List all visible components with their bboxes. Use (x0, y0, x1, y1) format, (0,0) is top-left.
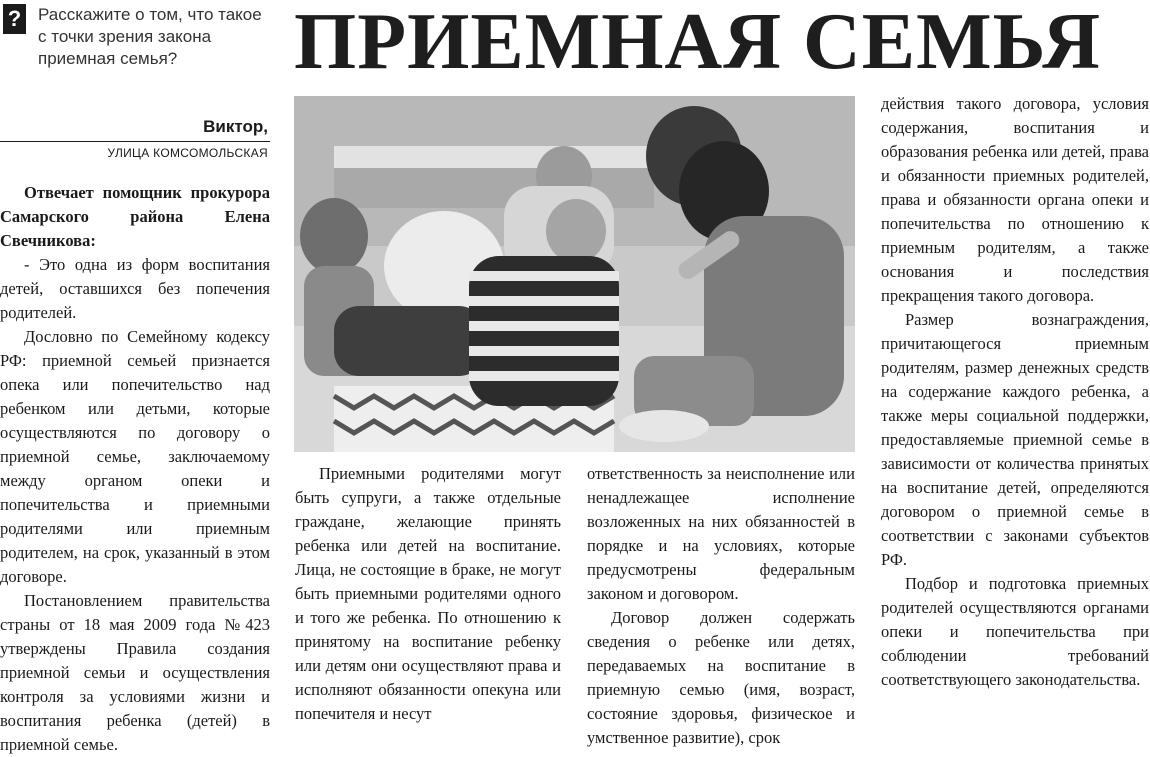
article-paragraph: Договор должен содержать сведения о ребенке или детях, передаваемых на воспитание в приемную семью (имя, возраст, состояние здоровья, физическое и умственное развитие), срок (587, 608, 855, 747)
author-street: УЛИЦА КОМСОМОЛЬСКАЯ (107, 146, 268, 160)
article-paragraph-continued: действия такого договора, условия содержания, воспитания и образования ребенка или детей, права и обязанности приемных родителей, права и обязанности органа опеки и попечительства по отношению к приемным родителям, а также основания и последствия прекращения такого договора. (881, 94, 1149, 305)
article-column-4 (881, 92, 1149, 692)
article-paragraph-continued: ответственность за неисполнение или ненадлежащее исполнение возложенных на них обязанностей в порядке и на условиях, которые предусмотрены федеральным законом и договором. (587, 464, 855, 603)
question-author: Виктор, (203, 117, 268, 136)
article-photo (294, 96, 855, 452)
article-column-3 (587, 462, 855, 750)
article-lead: Отвечает помощник прокурора Самарского района Елена Свечникова: (0, 183, 270, 250)
article-paragraph: Постановлением правительства страны от 18 мая 2009 года №423 утверждены Правила создания приемной семьи и осуществления контроля за условиями жизни и воспитания ребенка (детей) в приемной семье. (0, 591, 270, 754)
article-paragraph: Подбор и подготовка приемных родителей осуществляются органами опеки и попечительства при соблюдении требований соответствующего законодательства. (881, 574, 1149, 689)
article-column-1 (0, 181, 270, 757)
article-column-2 (295, 462, 561, 726)
article-paragraph: Приемными родителями могут быть супруги, а также отдельные граждане, желающие принять ребенка или детей на воспитание. Лица, не состоящие в браке, не могут быть приемными родителями одного и того же ребенка. По отношению к принятому на воспитание ребенку или детям они осуществляют права и исполняют обязанности опекуна или попечителя и несут (295, 464, 561, 723)
article-title: ПРИЕМНАЯ СЕМЬЯ (294, 0, 1102, 86)
article-paragraph: Дословно по Семейному кодексу РФ: приемной семьей признается опека или попечительство над ребенком или детьми, которые осуществляются по договору о приемной семье, заключаемому между органом опеки и попечительства и приемными родителями или приемным родителем, на срок, указанный в этом договоре. (0, 327, 270, 586)
question-badge-icon: ? (3, 4, 26, 34)
divider (0, 141, 270, 142)
reader-question: Расскажите о том, что такое с точки зрения закона приемная семья? (38, 5, 262, 68)
article-paragraph: - Это одна из форм воспитания детей, оставшихся без попечения родителей. (0, 255, 270, 322)
article-paragraph: Размер вознаграждения, причитающегося приемным родителям, размер денежных средств на содержание каждого ребенка, а также меры социальной поддержки, предоставляемые приемной семье в зависимости от количества принятых на воспитание детей, определяются договором о приемной семье в соответствии с законами субъектов РФ. (881, 310, 1149, 569)
